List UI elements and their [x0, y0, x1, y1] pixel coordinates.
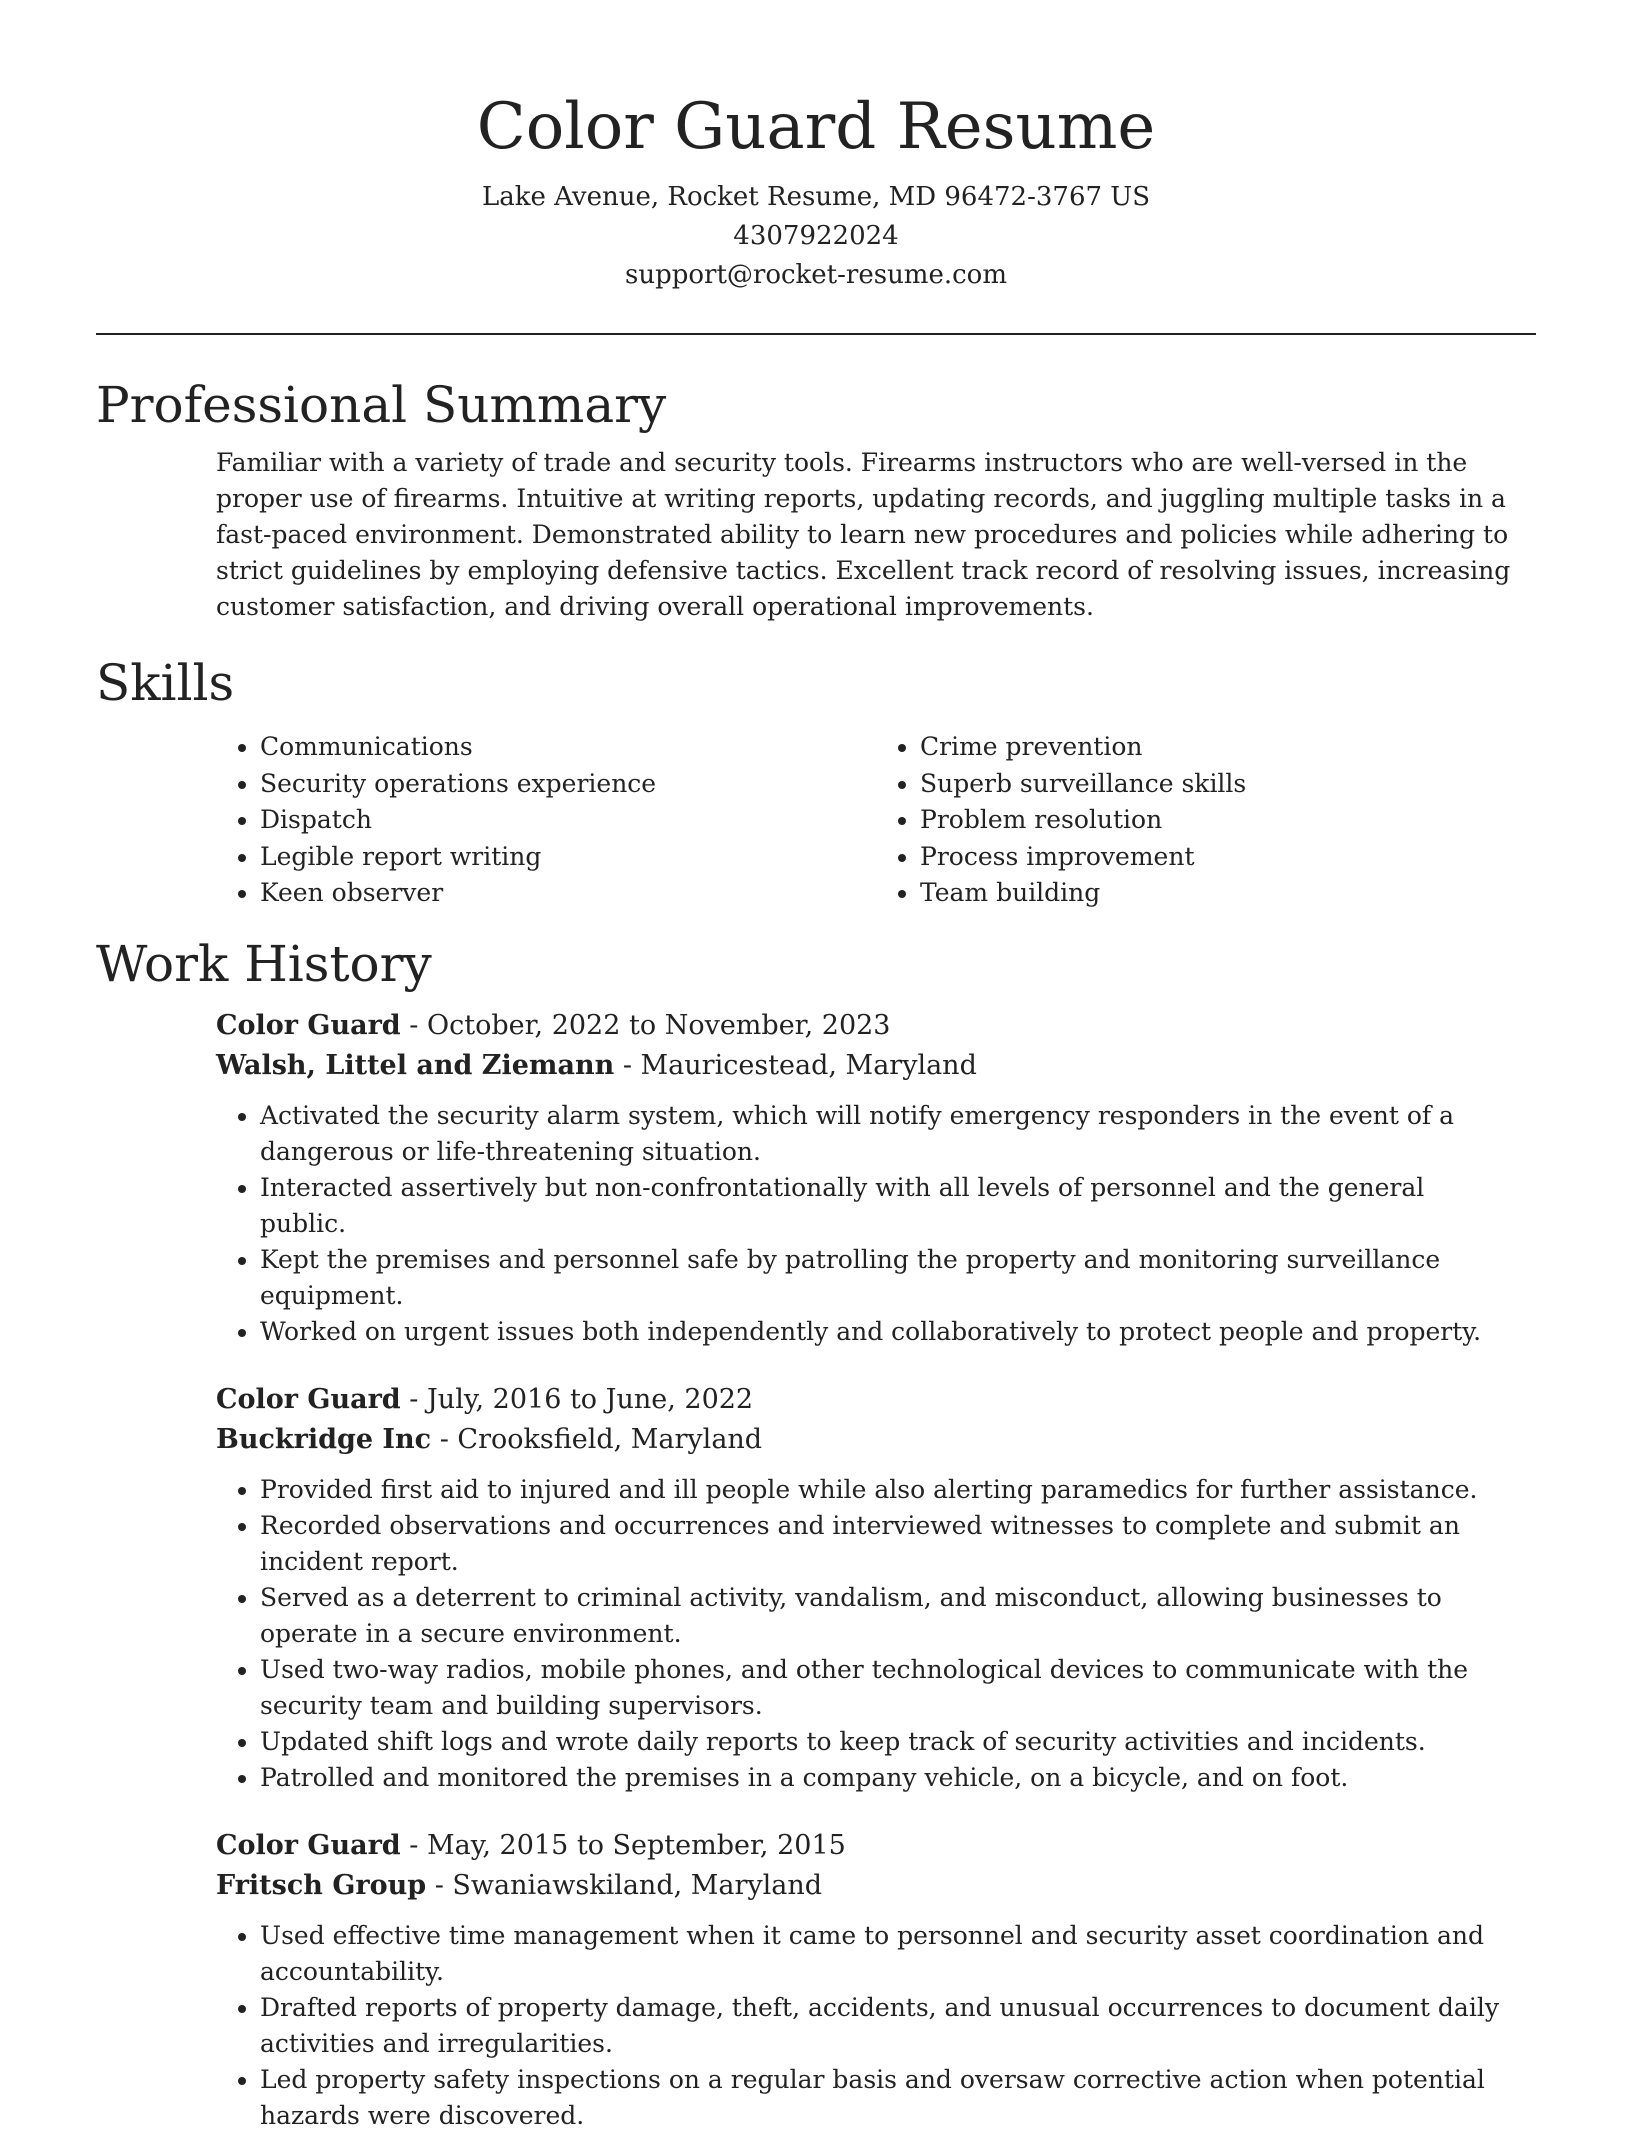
- resume-title: Color Guard Resume: [476, 90, 1156, 164]
- job-dates: - May, 2015 to September, 2015: [400, 1829, 846, 1861]
- job-company: Walsh, Littel and Ziemann: [216, 1049, 615, 1081]
- skills-section: [96, 651, 1536, 912]
- job-bullet: • Drafted reports of property damage, theft, accidents, and unusual occurrences to document daily activities and irregularities.: [260, 1990, 1536, 2062]
- summary-text: Familiar with a variety of trade and security tools. Firearms instructors who are well-versed in the proper use of firearms. Intuitive at writing reports, updating records, and juggling multiple tasks in a fast-paced environment. Demonstrated ability to learn new procedures and policies while adhering to strict guidelines by employing defensive tactics. Excellent track record of resolving issues, increasing customer satisfaction, and driving overall operational improvements.: [216, 448, 1511, 621]
- work-history-heading: Work History: [96, 934, 432, 993]
- job-bullets: [216, 1098, 1536, 1350]
- job-bullet: • Recorded observations and occurrences and interviewed witnesses to complete and submit an incident report.: [260, 1508, 1536, 1580]
- resume-header: [96, 0, 1536, 295]
- job-entry: [216, 1006, 1536, 1350]
- job-location: - Swaniawskiland, Maryland: [426, 1869, 823, 1901]
- job-location: - Crooksfield, Maryland: [431, 1423, 763, 1455]
- job-company-line: [216, 1420, 1536, 1460]
- job-role: Color Guard: [216, 1829, 401, 1861]
- contact-phone: 4307922024: [733, 221, 899, 251]
- job-bullet: • Activated the security alarm system, which will notify emergency responders in the event of a dangerous or life-threatening situation.: [260, 1098, 1536, 1170]
- job-bullets: [216, 1472, 1536, 1796]
- job-bullet: • Provided first aid to injured and ill people while also alerting paramedics for further assistance.: [260, 1472, 1536, 1508]
- skill-item: • Problem resolution: [920, 802, 1536, 839]
- skill-item: • Communications: [260, 729, 876, 766]
- skills-heading: Skills: [96, 654, 235, 712]
- job-company: Buckridge Inc: [216, 1423, 432, 1455]
- job-company: Fritsch Group: [216, 1869, 427, 1901]
- job-bullets: [216, 1918, 1536, 2134]
- job-bullet: • Interacted assertively but non-confrontationally with all levels of personnel and the general public.: [260, 1170, 1536, 1242]
- summary-body: [216, 445, 1536, 625]
- job-role: Color Guard: [216, 1383, 401, 1415]
- work-history-section: [96, 932, 1536, 2134]
- summary-heading: Professional Summary: [96, 376, 667, 434]
- header-divider: [96, 333, 1536, 335]
- job-bullet: • Updated shift logs and wrote daily reports to keep track of security activities and incidents.: [260, 1724, 1536, 1760]
- skill-item: • Process improvement: [920, 839, 1536, 876]
- professional-summary-section: [96, 373, 1536, 625]
- job-dates: - October, 2022 to November, 2023: [400, 1009, 891, 1041]
- job-bullet: • Served as a deterrent to criminal activity, vandalism, and misconduct, allowing businesses to operate in a secure environment.: [260, 1580, 1536, 1652]
- skills-list-left: [216, 729, 876, 912]
- skill-item: • Dispatch: [260, 802, 876, 839]
- skill-item: • Security operations experience: [260, 766, 876, 803]
- contact-address: Lake Avenue, Rocket Resume, MD 96472-3767 US: [481, 182, 1151, 212]
- skill-item: • Crime prevention: [920, 729, 1536, 766]
- job-bullet: • Led property safety inspections on a regular basis and oversaw corrective action when potential hazards were discovered.: [260, 2062, 1536, 2134]
- job-bullet: • Worked on urgent issues both independently and collaboratively to protect people and property.: [260, 1314, 1536, 1350]
- job-company-line: [216, 1046, 1536, 1086]
- skills-grid: [216, 729, 1536, 912]
- resume-page: [96, 0, 1536, 2134]
- job-location: - Mauricestead, Maryland: [614, 1049, 977, 1081]
- skills-list-right: [876, 729, 1536, 912]
- job-bullet: • Patrolled and monitored the premises in a company vehicle, on a bicycle, and on foot.: [260, 1760, 1536, 1796]
- contact-email: support@rocket-resume.com: [624, 260, 1007, 290]
- skill-item: • Keen observer: [260, 875, 876, 912]
- job-company-line: [216, 1866, 1536, 1906]
- skill-item: • Superb surveillance skills: [920, 766, 1536, 803]
- job-title-line: [216, 1826, 1536, 1866]
- job-entry: [216, 1826, 1536, 2134]
- job-dates: - July, 2016 to June, 2022: [400, 1383, 754, 1415]
- job-bullet: • Used effective time management when it came to personnel and security asset coordination and accountability.: [260, 1918, 1536, 1990]
- job-bullet: • Used two-way radios, mobile phones, and other technological devices to communicate with the security team and building supervisors.: [260, 1652, 1536, 1724]
- skill-item: • Legible report writing: [260, 839, 876, 876]
- job-title-line: [216, 1006, 1536, 1046]
- job-title-line: [216, 1380, 1536, 1420]
- job-bullet: • Kept the premises and personnel safe by patrolling the property and monitoring surveillance equipment.: [260, 1242, 1536, 1314]
- job-entry: [216, 1380, 1536, 1796]
- skill-item: • Team building: [920, 875, 1536, 912]
- job-role: Color Guard: [216, 1009, 401, 1041]
